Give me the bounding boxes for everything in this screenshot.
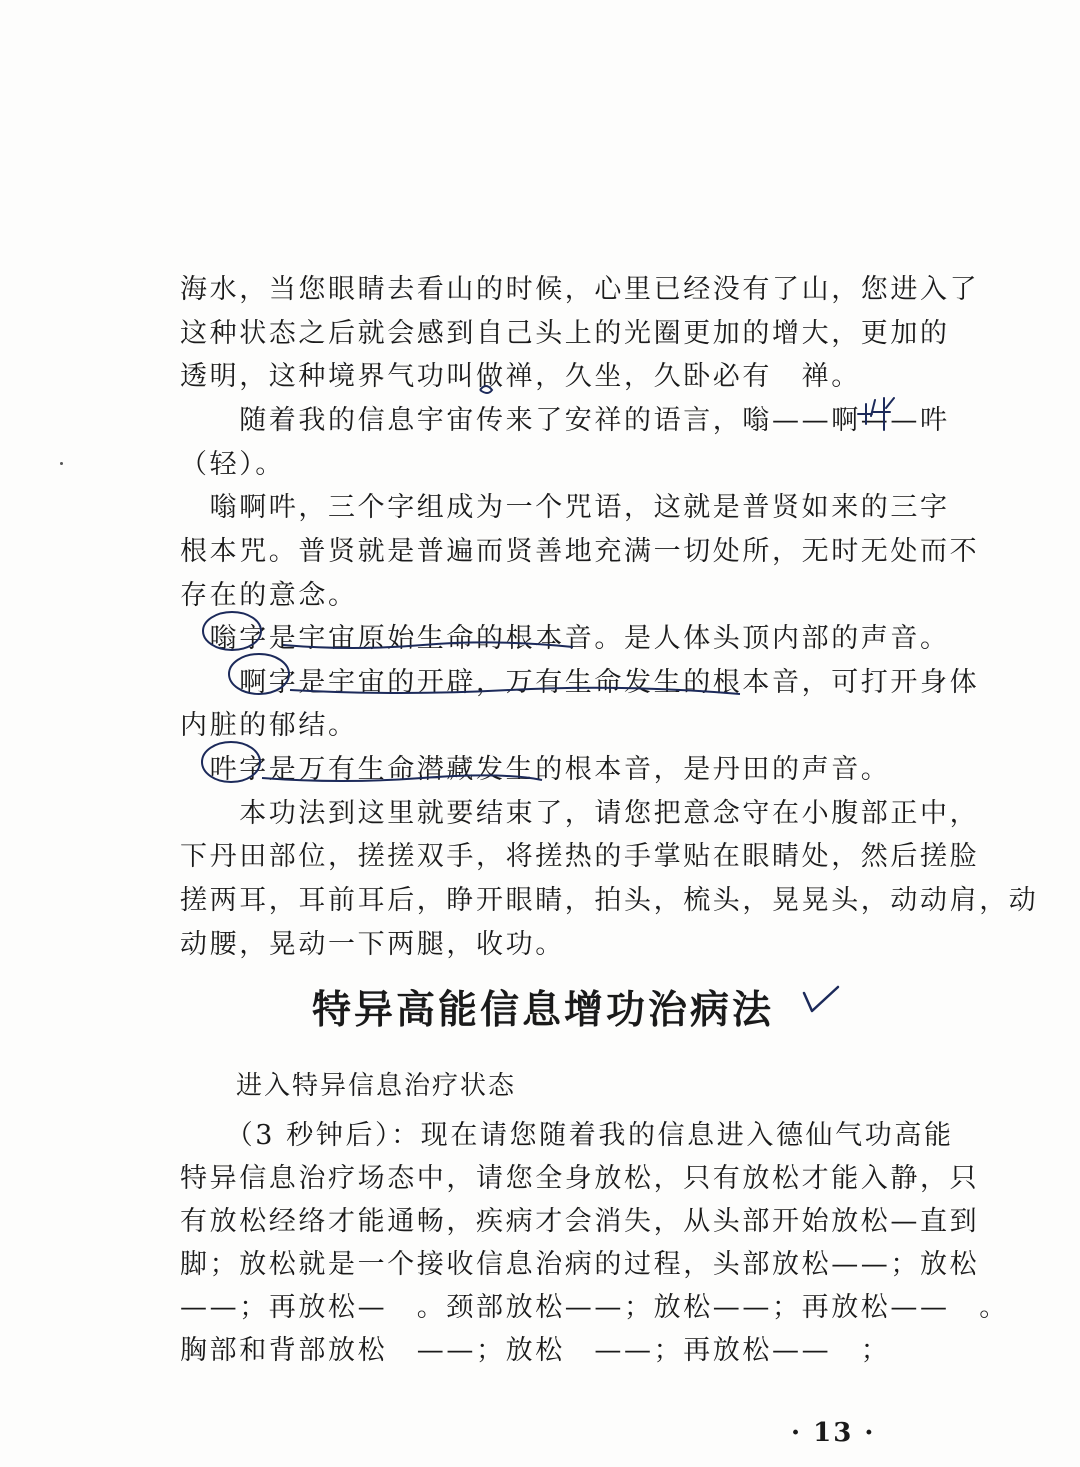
body-line: 嗡字是宇宙原始生命的根本音。是人体头顶内部的声音。 <box>180 623 950 654</box>
body-line: 啊字是宇宙的开辟，万有生命发生的根本音，可打开身体 <box>180 667 980 698</box>
pen-check-mark <box>804 987 838 1011</box>
body-line: 海水，当您眼睛去看山的时候，心里已经没有了山，您进入了 <box>180 274 980 305</box>
body-line: 动腰，晃动一下两腿，收功。 <box>180 929 565 960</box>
section-line: 胸部和背部放松 ——；放松 ——；再放松—— ； <box>180 1335 891 1366</box>
body-line: 本功法到这里就要结束了，请您把意念守在小腹部正中， <box>180 798 980 829</box>
body-line: 根本咒。普贤就是普遍而贤善地充满一切处所，无时无处而不 <box>180 536 980 567</box>
body-line: 存在的意念。 <box>180 580 358 611</box>
section-line: 有放松经络才能通畅，疾病才会消失，从头部开始放松—直到 <box>180 1206 980 1237</box>
section-line: 特异信息治疗场态中，请您全身放松，只有放松才能入静，只 <box>180 1163 980 1194</box>
body-line: （轻）。 <box>180 449 285 480</box>
body-line: 搓两耳，耳前耳后，睁开眼睛，拍头，梳头，晃晃头，动动肩，动 <box>180 885 1039 916</box>
body-line: 这种状态之后就会感到自己头上的光圈更加的增大，更加的 <box>180 318 950 349</box>
section-heading: 特异高能信息增功治病法 <box>312 988 775 1033</box>
body-line: 嗡啊吽，三个字组成为一个咒语，这就是普贤如来的三字 <box>180 492 950 523</box>
section-subheading: 进入特异信息治疗状态 <box>236 1071 517 1101</box>
section-line: ——；再放松— 。颈部放松——；放松——；再放松—— 。 <box>180 1292 1009 1323</box>
body-line: 随着我的信息宇宙传来了安祥的语言，嗡——啊——吽 <box>180 405 950 436</box>
body-line: 透明，这种境界气功叫做禅，久坐，久卧必有 禅。 <box>180 361 861 392</box>
body-line: 内脏的郁结。 <box>180 710 358 741</box>
section-line: （3 秒钟后）：现在请您随着我的信息进入德仙气功高能 <box>180 1120 954 1151</box>
body-line: 吽字是万有生命潜藏发生的根本音，是丹田的声音。 <box>180 754 891 785</box>
page-number: · 13 · <box>791 1418 876 1448</box>
scan-speck <box>60 462 63 465</box>
body-line: 下丹田部位，搓搓双手，将搓热的手掌贴在眼睛处，然后搓脸 <box>180 841 980 872</box>
section-line: 脚；放松就是一个接收信息治病的过程，头部放松——；放松 <box>180 1249 980 1280</box>
